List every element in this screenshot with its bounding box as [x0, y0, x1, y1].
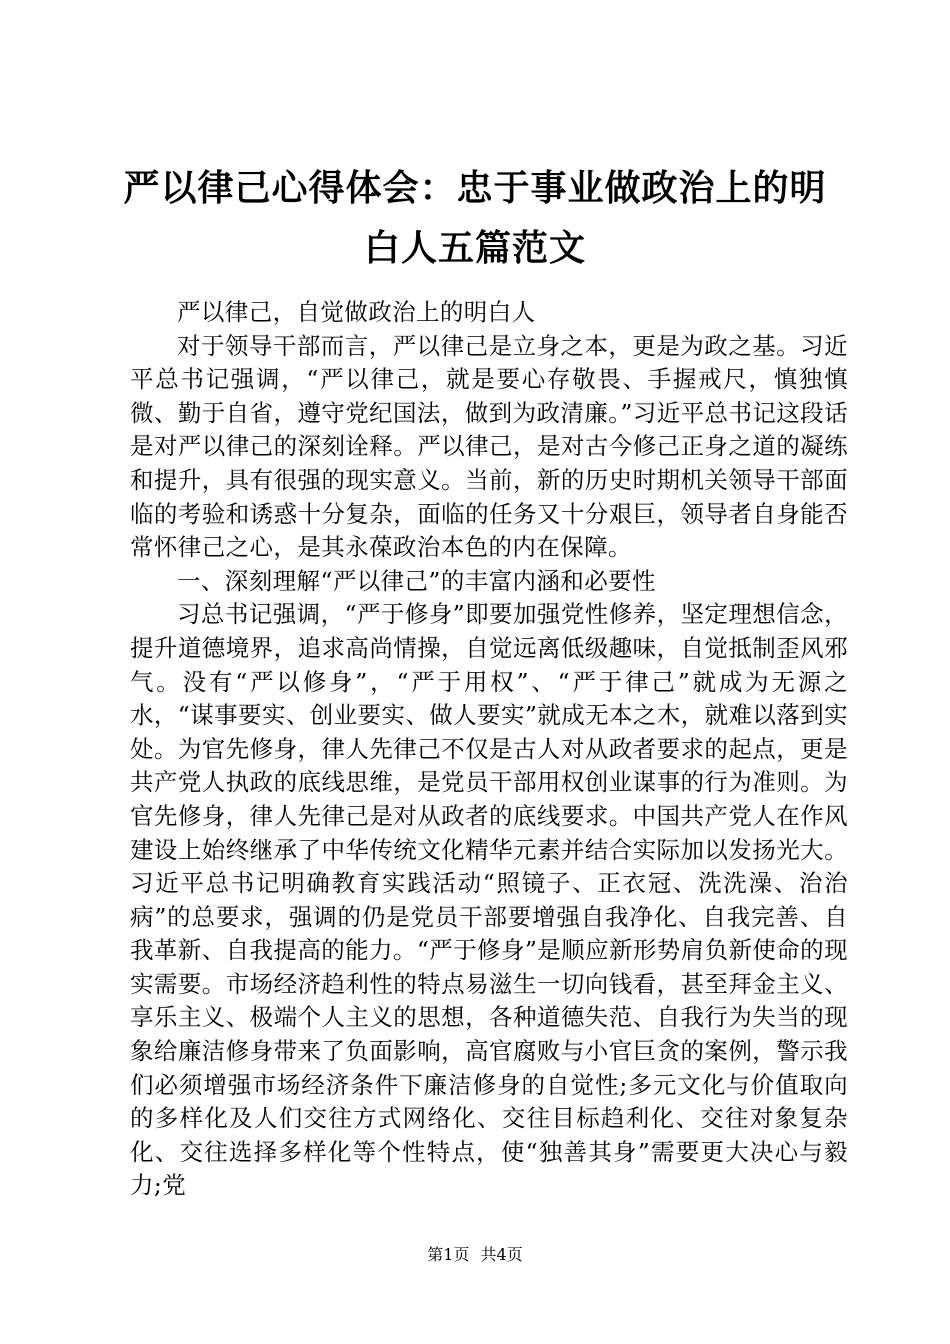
section-heading: 一、深刻理解“严以律己”的丰富内涵和必要性	[177, 566, 656, 595]
page-total: 共4页	[480, 1245, 523, 1264]
page-number: 第1页	[427, 1245, 470, 1264]
document-body	[130, 296, 848, 1203]
paragraph-body: 习总书记强调，“严于修身”即要加强党性修养，坚定理想信念，提升道德境界，追求高尚情操，自觉远离低级趣味，自觉抵制歪风邪气。没有“严以修身”，“严于用权”、“严于律己”就成为无源之水，“谋事要实、创业要实、做人要实”就成无本之木，就难以落到实处。为官先修身，律人先律己不仅是古人对从政者要求的起点，更是共产党人执政的底线思维，是党员干部用权创业谋事的行为准则。为官先修身，律人先律己是对从政者的底线要求。中国共产党人在作风建设上始终继承了中华传统文化精华元素并结合实际加以发扬光大。习近平总书记明确教育实践活动“照镜子、正衣冠、洗洗澡、治治病”的总要求，强调的仍是党员干部要增强自我净化、自我完善、自我革新、自我提高的能力。“严于修身”是顺应新形势肩负新使命的现实需要。市场经济趋利性的特点易滋生一切向钱看，甚至拜金主义、享乐主义、极端个人主义的思想，各种道德失范、自我行为失当的现象给廉洁修身带来了负面影响，高官腐败与小官巨贪的案例，警示我们必须增强市场经济条件下廉洁修身的自觉性;多元文化与价值取向的多样化及人们交往方式网络化、交往目标趋利化、交往对象复杂化、交往选择多样化等个性特点，使“独善其身”需要更大决心与毅力;党	[130, 600, 848, 1200]
paragraph-subtitle: 严以律己，自觉做政治上的明白人	[177, 298, 536, 326]
paragraph-intro: 对于领导干部而言，严以律己是立身之本，更是为政之基。习近平总书记强调，“严以律己，就是要心存敬畏、手握戒尺，慎独慎微、勤于自省，遵守党纪国法，做到为政清廉。”习近平总书记这段话是对严以律己的深刻诠释。严以律己，是对古今修己正身之道的凝练和提升，具有很强的现实意义。当前，新的历史时期机关领导干部面临的考验和诱惑十分复杂，面临的任务又十分艰巨，领导者自身能否常怀律己之心，是其永葆政治本色的内在保障。	[130, 331, 848, 562]
page-footer	[0, 1245, 950, 1265]
document-title: 严以律己心得体会：忠于事业做政治上的明白人五篇范文	[123, 167, 827, 269]
